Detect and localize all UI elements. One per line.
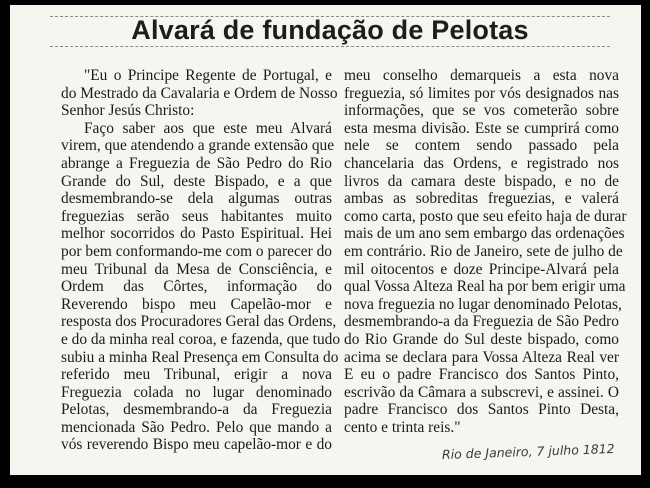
text-line: acima se declara para Vossa Alteza Real ver [344, 348, 619, 366]
text-line: abrange a Freguezia de São Pedro do Rio [61, 154, 332, 172]
text-line: nele se contem sendo passado pela [344, 137, 619, 155]
text-line: por bem conformando-me com o parecer do [61, 242, 332, 260]
text-line: freguezia, só limites por vós designados nas [344, 84, 619, 102]
text-line: padre Francisco dos Santos Pinto Desta, [344, 401, 619, 419]
scan-border [0, 475, 650, 488]
text-line: mil oitocentos e doze Principe-Alvará pela [344, 260, 619, 278]
left-column [61, 67, 341, 454]
title-rule-bottom [50, 46, 610, 47]
text-line: virem, que atendendo a grande extensão que [61, 137, 335, 155]
text-line: mais de um ano sem embargo das ordenações [344, 225, 625, 243]
text-line: Freguezia colada no lugar denominado [61, 383, 332, 401]
text-line: desmembrando-se dela algumas outras [61, 190, 332, 208]
text-line: Faço saber aos que este meu Alvará [84, 119, 332, 137]
text-line: Grande do Sul, deste Bispado, e a que [61, 172, 332, 190]
text-line: mencionada São Pedro. Pelo que mando a [61, 418, 332, 436]
text-line: escrivão da Câmara a subscrevi, e assinei. O [344, 383, 619, 401]
newspaper-clipping [10, 5, 641, 475]
text-line: vós reverendo Bispo meu capelão-mor e do [61, 436, 332, 454]
text-line: esta mesma divisão. Este se cumprirá como [344, 119, 619, 137]
text-line: Reverendo bispo meu Capelão-mor e [61, 295, 332, 313]
text-line: desmembrando-a da Freguezia de São Pedro [344, 313, 619, 331]
text-line: nova freguezia no lugar denominado Pelotas, [344, 295, 622, 313]
text-line: meu conselho demarqueis a esta nova [344, 67, 619, 84]
text-line: ambas as sobreditas freguezias, e valerá [344, 190, 619, 208]
text-line: e do da minha real coroa, e fazenda, que tudo [61, 330, 341, 348]
text-line: meu Tribunal da Mesa de Consciência, e [61, 260, 332, 278]
text-line: Senhor Jesús Christo: [61, 102, 195, 120]
text-line: chancelaria das Ordens, e registrado nos [344, 154, 619, 172]
text-line: resposta dos Procuradores Geral das Ordens, [61, 313, 337, 331]
text-line: informações, que se vos cometerão sobre [344, 102, 619, 120]
text-line: "Eu o Principe Regente de Portugal, e [84, 67, 332, 84]
text-line: referido meu Tribunal, erigir a nova [61, 366, 332, 384]
text-line: cento e trinta reis." [344, 418, 461, 436]
paragraph-continued [344, 67, 627, 436]
text-line: como carta, posto que seu efeito haja de durar [344, 207, 627, 225]
handwritten-date-note: Rio de Janeiro, 7 julho 1812 [441, 440, 615, 462]
paragraph-2 [61, 119, 341, 454]
title-rule-top [50, 16, 610, 17]
paragraph-1 [61, 67, 338, 120]
text-line: em contrário. Rio de Janeiro, sete de julho de [344, 242, 623, 260]
right-column [344, 67, 627, 436]
text-line: subiu a minha Real Presença em Consulta do [61, 348, 339, 366]
text-line: Pelotas, desmembrando-a da Freguezia [61, 401, 332, 419]
text-line: do Rio Grande do Sul deste bispado, como [344, 330, 619, 348]
text-line: freguezias serão seus habitantes muito [61, 207, 332, 225]
text-line: Ordem das Côrtes, informação do [61, 278, 332, 296]
text-line: do Mestrado da Cavalaria e Ordem de Nosso [61, 84, 338, 102]
text-line: E eu o padre Francisco dos Santos Pinto, [344, 366, 619, 384]
text-line: melhor socorridos do Pasto Espiritual. Hei [61, 225, 332, 243]
text-line: livros da camara deste bispado, e no de [344, 172, 619, 190]
article-title: Alvará de fundação de Pelotas [131, 15, 529, 45]
text-line: qual Vossa Alteza Real ha por bem erigir uma [344, 278, 626, 296]
